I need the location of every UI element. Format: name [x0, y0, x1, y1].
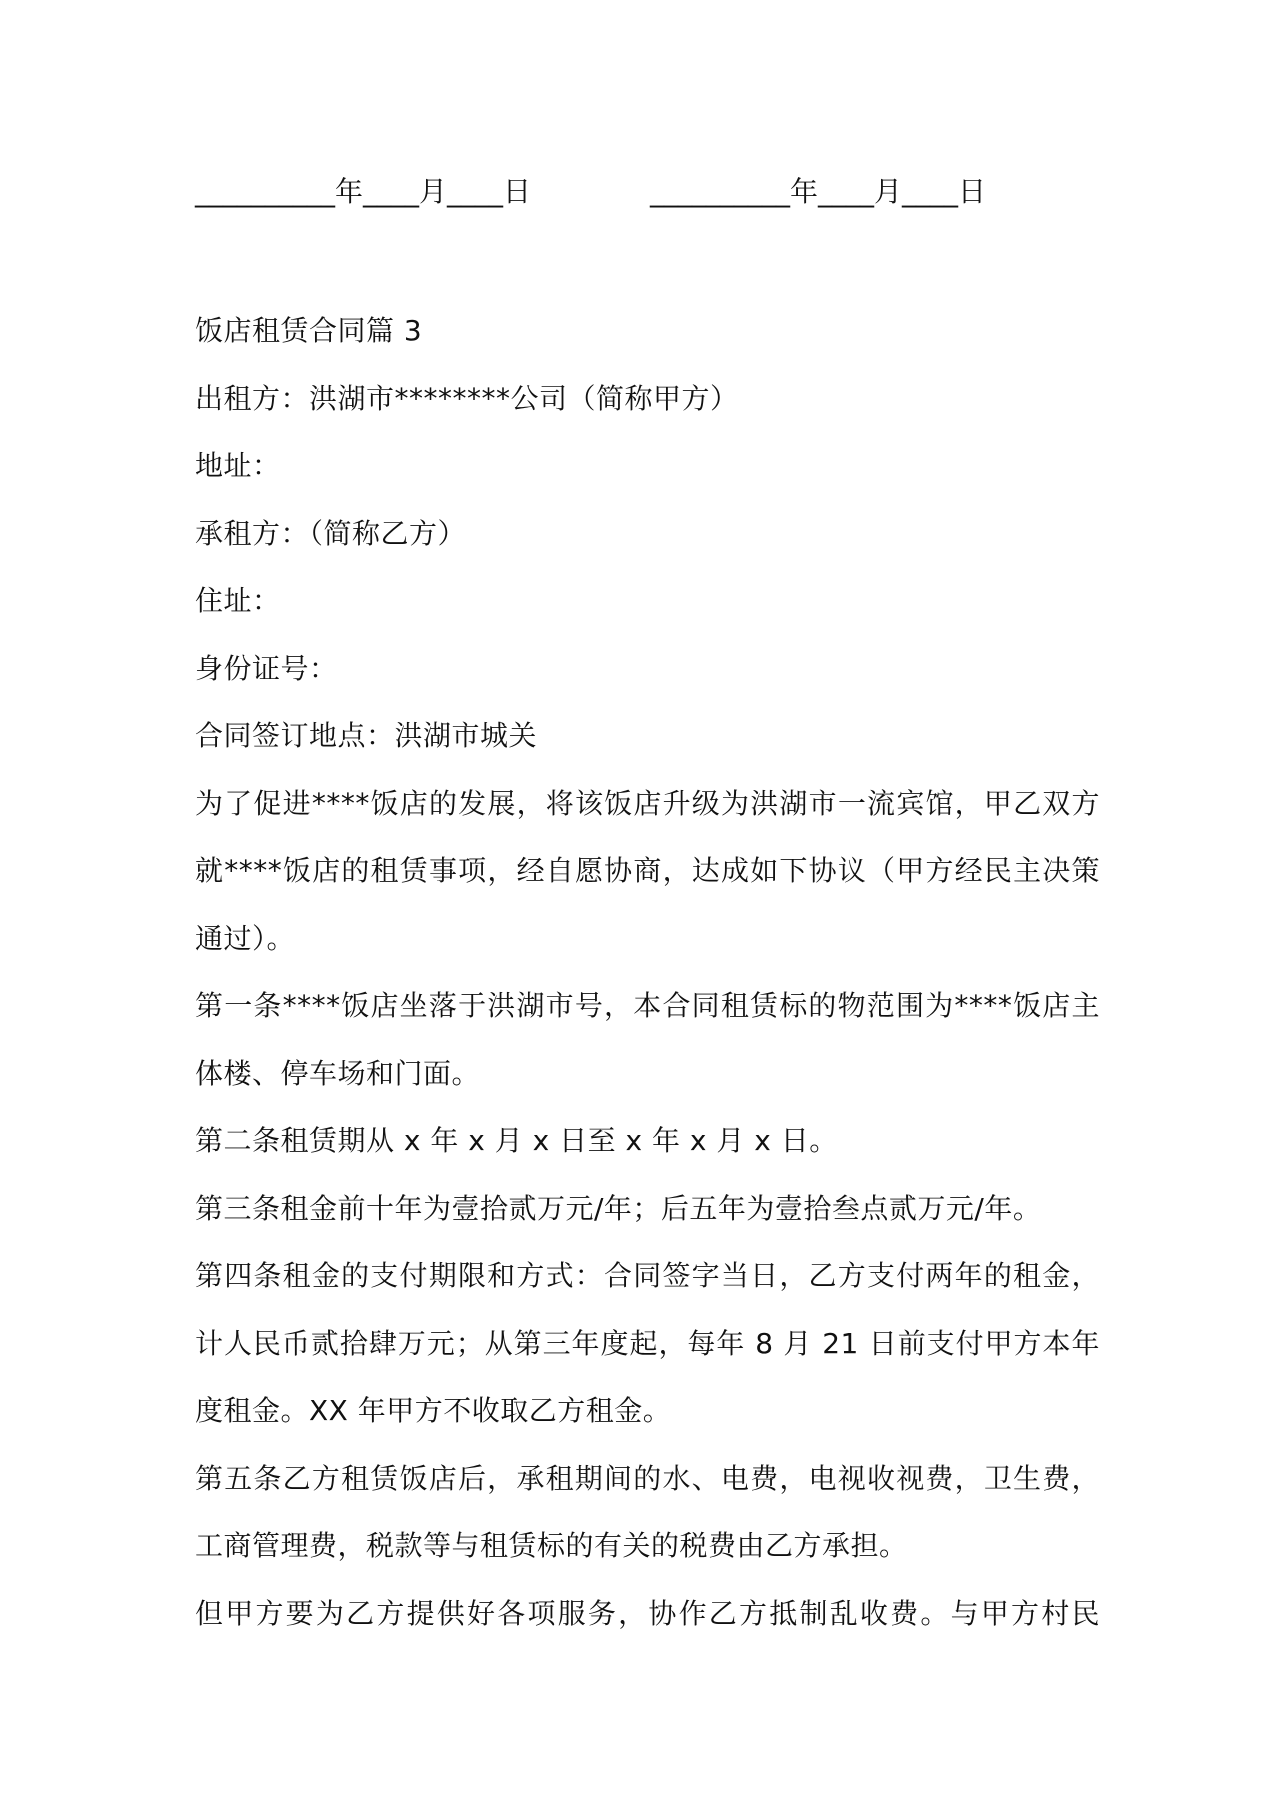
- article-3-paragraph: 第三条租金前十年为壹拾贰万元/年；后五年为壹拾叁点贰万元/年。: [195, 1191, 1042, 1225]
- signature-date-left: __________年____月____日: [195, 175, 532, 208]
- contract-body: [195, 297, 1100, 1647]
- section-title: 饭店租赁合同篇 3: [195, 314, 423, 347]
- article-4-paragraph: 第四条租金的支付期限和方式：合同签字当日，乙方支付两年的租金，计人民币贰拾肆万元；从第三年度起，每年 8 月 21 日前支付甲方本年度租金。XX 年甲方不收取乙方租金。: [195, 1259, 1100, 1427]
- signing-location-line: 合同签订地点：洪湖市城关: [195, 719, 538, 752]
- article-2-paragraph: 第二条租赁期从 x 年 x 月 x 日至 x 年 x 月 x 日。: [195, 1124, 838, 1157]
- article-1-paragraph: 第一条****饭店坐落于洪湖市号，本合同租赁标的物范围为****饭店主体楼、停车场和门面。: [195, 989, 1100, 1090]
- lessee-address-line: 住址：: [195, 584, 281, 617]
- lessor-address-line: 地址：: [195, 449, 281, 482]
- signature-date-right: __________年____月____日: [650, 175, 987, 208]
- article-5-continuation: 但甲方要为乙方提供好各项服务，协作乙方抵制乱收费。与甲方村民: [195, 1596, 1100, 1630]
- preamble-paragraph: 为了促进****饭店的发展，将该饭店升级为洪湖市一流宾馆，甲乙双方就****饭店的租赁事项，经自愿协商，达成如下协议（甲方经民主决策通过）。: [195, 786, 1100, 955]
- article-5-paragraph: 第五条乙方租赁饭店后，承租期间的水、电费，电视收视费，卫生费，工商管理费，税款等与租赁标的有关的税费由乙方承担。: [195, 1461, 1100, 1562]
- signature-date-row: [195, 168, 1095, 216]
- lessee-line: 承租方：（简称乙方）: [195, 516, 467, 550]
- lessor-line: 出租方：洪湖市********公司（简称甲方）: [195, 381, 739, 415]
- id-number-line: 身份证号：: [195, 651, 338, 685]
